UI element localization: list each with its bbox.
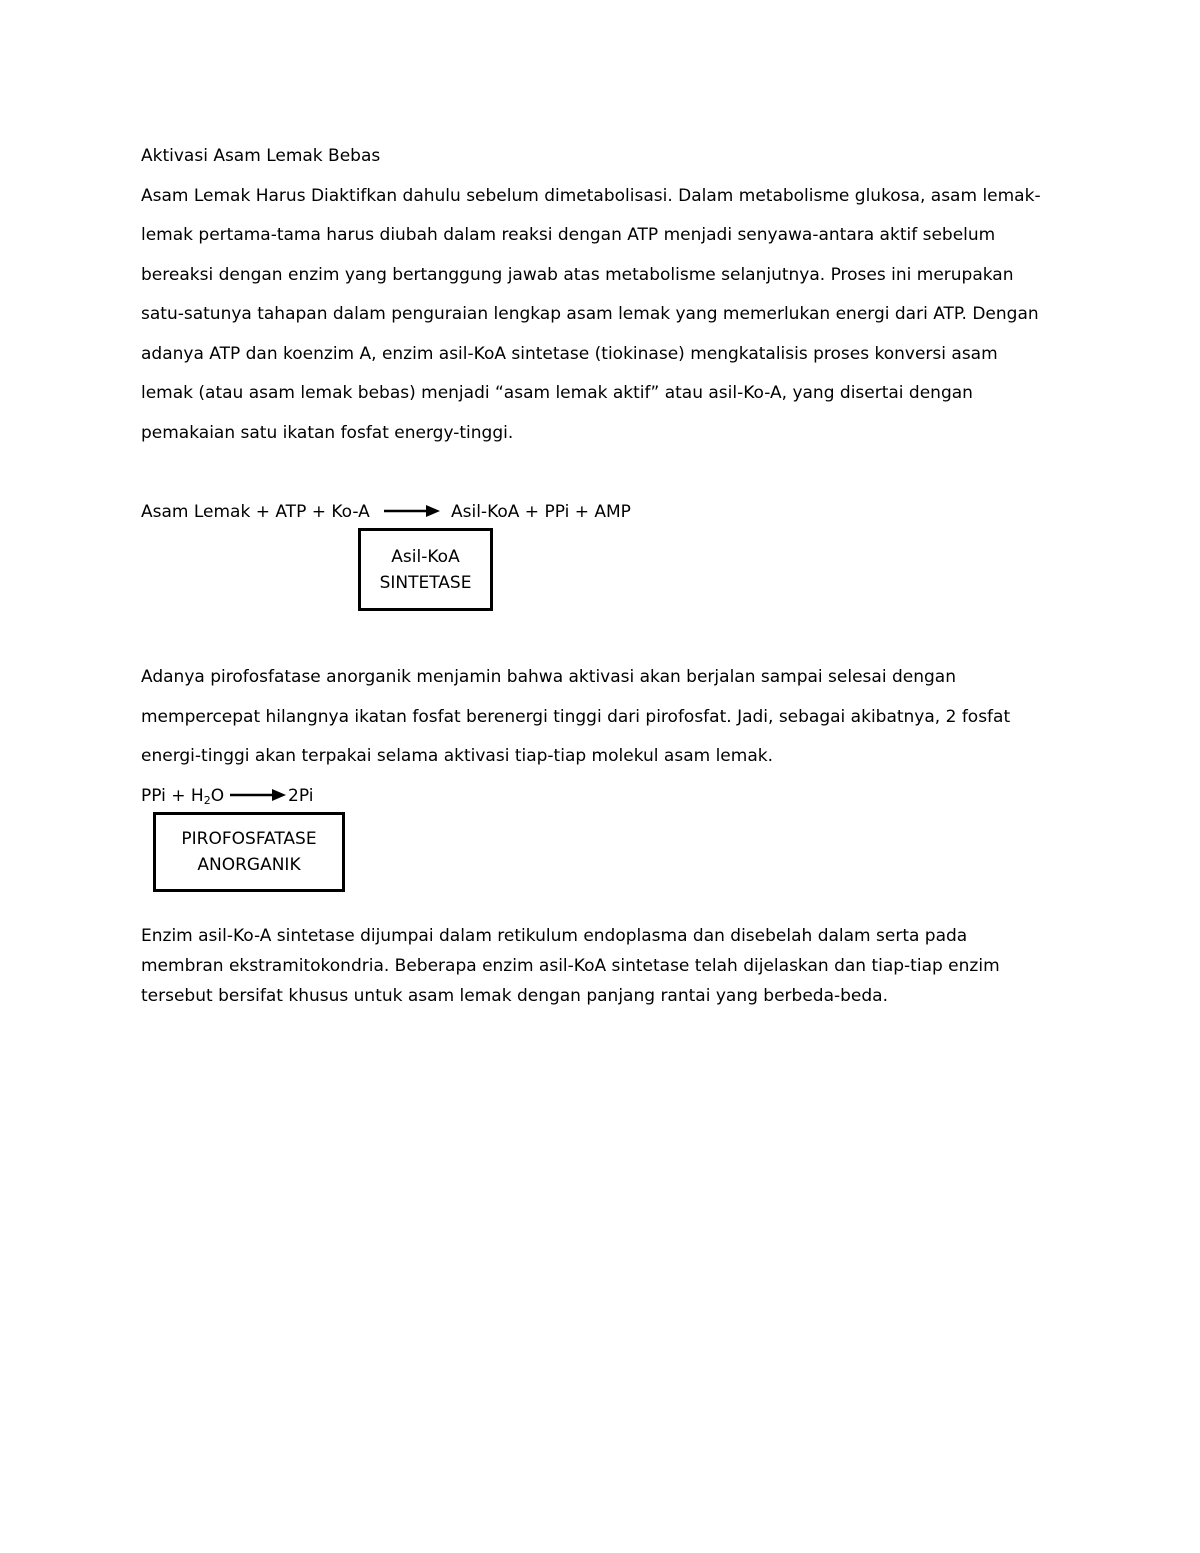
enzyme-box-2-line-2: ANORGANIK — [197, 855, 301, 875]
paragraph-1-line-5: adanya ATP dan koenzim A, enzim asil-KoA sintetase (tiokinase) mengkatalisis proses konversi asam — [141, 344, 998, 364]
paragraph-2-line-2: mempercepat hilangnya ikatan fosfat berenergi tinggi dari pirofosfat. Jadi, sebagai akibatnya, 2 fosfat — [141, 707, 1011, 727]
reaction-1-arrow-icon — [384, 503, 440, 519]
paragraph-3-line-1: Enzim asil-Ko-A sintetase dijumpai dalam retikulum endoplasma dan disebelah dalam serta pada — [141, 926, 968, 946]
paragraph-1-line-6: lemak (atau asam lemak bebas) menjadi “asam lemak aktif” atau asil-Ko-A, yang disertai dengan — [141, 383, 973, 403]
enzyme-box-asil-koa-sintetase — [358, 528, 493, 611]
reaction-2-reactants — [141, 785, 224, 807]
enzyme-box-1-line-1: Asil-KoA — [391, 546, 460, 567]
enzyme-box-1-line-2: SINTETASE — [379, 572, 472, 593]
enzyme-box-2-line-1: PIROFOSFATASE — [181, 829, 317, 849]
reaction-2-reactant-b: O — [210, 786, 225, 806]
reaction-2-product: 2Pi — [288, 786, 314, 806]
reaction-2-arrow-icon — [230, 787, 286, 803]
document-title: Aktivasi Asam Lemak Bebas — [141, 146, 381, 166]
reaction-1-products: Asil-KoA + PPi + AMP — [451, 502, 631, 522]
paragraph-3-line-3: tersebut bersifat khusus untuk asam lemak dengan panjang rantai yang berbeda-beda. — [141, 986, 888, 1006]
paragraph-1-line-1: Asam Lemak Harus Diaktifkan dahulu sebelum dimetabolisasi. Dalam metabolisme glukosa, asam lemak- — [141, 186, 1041, 206]
paragraph-2-line-1: Adanya pirofosfatase anorganik menjamin bahwa aktivasi akan berjalan sampai selesai dengan — [141, 667, 956, 687]
reaction-2-reactant-a: PPi + H — [141, 786, 204, 806]
enzyme-box-pirofosfatase-anorganik — [153, 812, 345, 892]
paragraph-1-line-2: lemak pertama-tama harus diubah dalam reaksi dengan ATP menjadi senyawa-antara aktif sebelum — [141, 225, 996, 245]
reaction-2-subscript: 2 — [203, 794, 211, 807]
paragraph-2-line-3: energi-tinggi akan terpakai selama aktivasi tiap-tiap molekul asam lemak. — [141, 746, 773, 766]
paragraph-3-line-2: membran ekstramitokondria. Beberapa enzim asil-KoA sintetase telah dijelaskan dan tiap-tiap enzim — [141, 956, 1000, 976]
paragraph-1-line-7: pemakaian satu ikatan fosfat energy-tinggi. — [141, 423, 514, 443]
reaction-1-reactants: Asam Lemak + ATP + Ko-A — [141, 502, 370, 522]
paragraph-1-line-4: satu-satunya tahapan dalam penguraian lengkap asam lemak yang memerlukan energi dari ATP. Dengan — [141, 304, 1039, 324]
paragraph-1-line-3: bereaksi dengan enzim yang bertanggung jawab atas metabolisme selanjutnya. Proses ini merupakan — [141, 265, 1014, 285]
